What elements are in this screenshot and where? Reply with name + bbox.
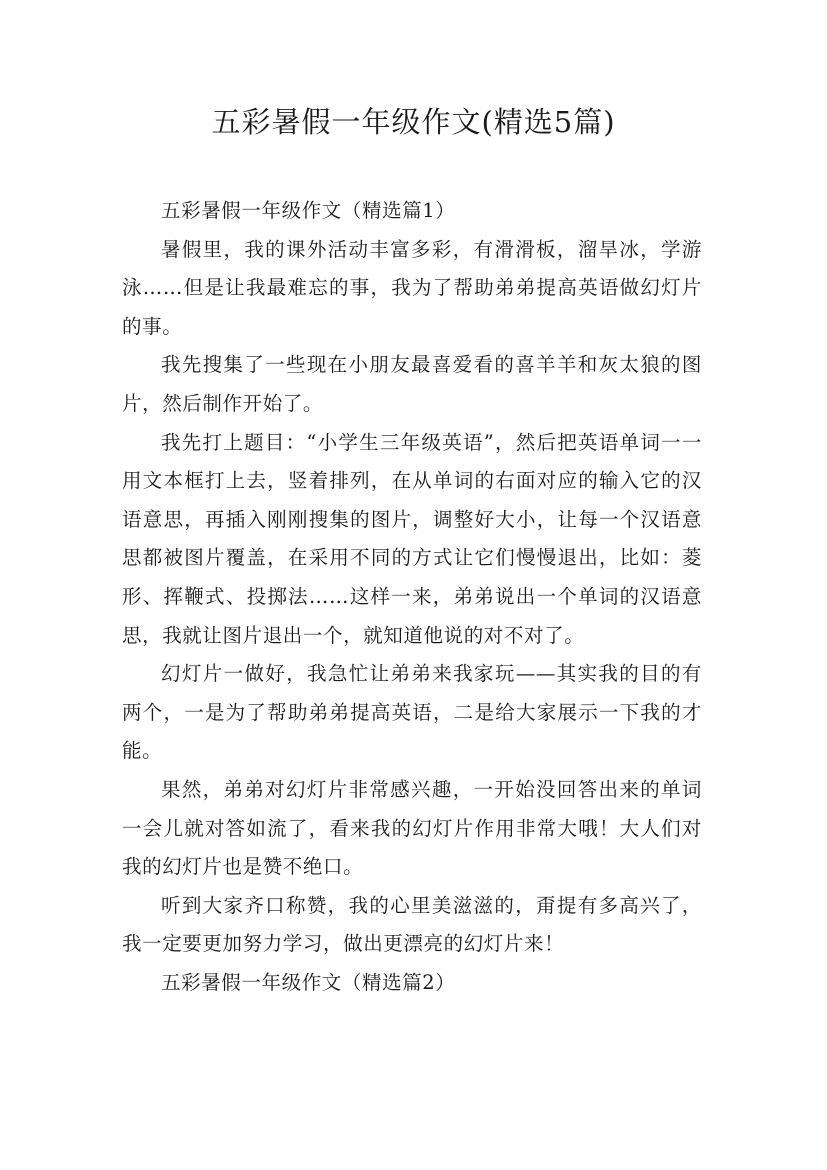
document-body	[122, 192, 702, 1002]
paragraph: 我先搜集了一些现在小朋友最喜爱看的喜羊羊和灰太狼的图片，然后制作开始了。	[122, 353, 702, 415]
document-title: 五彩暑假一年级作文(精选5篇)	[211, 105, 616, 139]
section-heading-2: 五彩暑假一年级作文（精选篇2）	[161, 970, 456, 994]
paragraph: 听到大家齐口称赞，我的心里美滋滋的，甭提有多高兴了，我一定要更加努力学习，做出更漂亮的幻灯片来！	[122, 893, 702, 956]
paragraph: 暑假里，我的课外活动丰富多彩，有滑滑板，溜旱冰，学游泳……但是让我最难忘的事，我为了帮助弟弟提高英语做幻灯片的事。	[122, 237, 702, 338]
section-heading-1: 五彩暑假一年级作文（精选篇1）	[161, 199, 456, 222]
paragraph: 我先打上题目：“小学生三年级英语”，然后把英语单词一一用文本框打上去，竖着排列，在从单词的右面对应的输入它的汉语意思，再插入刚刚搜集的图片，调整好大小，让每一个汉语意思都被图片覆盖，在采用不同的方式让它们慢慢退出，比如：菱形、挥鞭式、投掷法……这样一来，弟弟说出一个单词的汉语意思，我就让图片退出一个，就知道他说的对不对了。	[122, 430, 702, 647]
paragraph: 幻灯片一做好，我急忙让弟弟来我家玩——其实我的目的有两个，一是为了帮助弟弟提高英语，二是给大家展示一下我的才能。	[122, 662, 702, 763]
paragraph: 果然，弟弟对幻灯片非常感兴趣，一开始没回答出来的单词一会儿就对答如流了，看来我的幻灯片作用非常大哦！大人们对我的幻灯片也是赞不绝口。	[122, 777, 702, 879]
